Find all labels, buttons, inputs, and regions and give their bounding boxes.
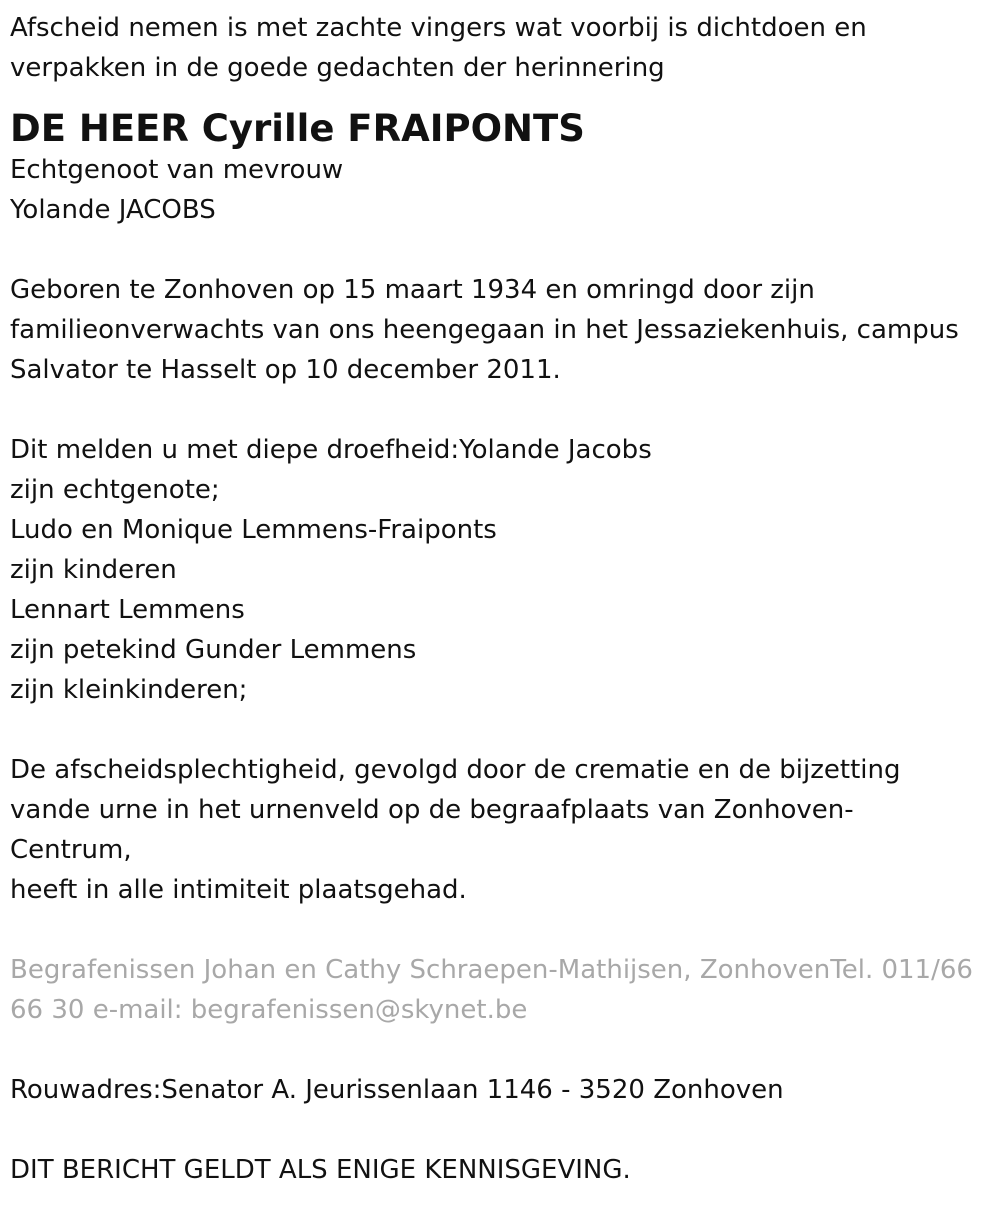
announcement-line: Geboren te Zonhoven op 15 maart 1934 en omringd door zijn xyxy=(10,275,815,305)
announcement-line: Salvator te Hasselt op 10 december 2011. xyxy=(10,355,561,385)
spacer xyxy=(10,1110,990,1150)
family-line: zijn petekind Gunder Lemmens xyxy=(10,635,417,665)
spacer xyxy=(10,230,990,270)
family-line: zijn kleinkinderen; xyxy=(10,675,248,705)
ceremony-line: De afscheidsplechtigheid, gevolgd door de crematie en de bijzetting xyxy=(10,755,901,785)
family-line: zijn echtgenote; xyxy=(10,475,220,505)
condolence-address-block xyxy=(10,1070,990,1110)
spacer xyxy=(10,390,990,430)
funeral-home xyxy=(10,950,990,1030)
funeral-home-line: Begrafenissen Johan en Cathy Schraepen-Mathijsen, ZonhovenTel. 011/66 xyxy=(10,955,973,985)
condolence-address: Rouwadres:Senator A. Jeurissenlaan 1146 - 3520 Zonhoven xyxy=(10,1075,784,1105)
family-line: zijn kinderen xyxy=(10,555,177,585)
spouse-name: Yolande JACOBS xyxy=(10,195,216,225)
family-line: Ludo en Monique Lemmens-Fraiponts xyxy=(10,515,497,545)
notice-block xyxy=(10,1150,990,1190)
family-list xyxy=(10,430,990,710)
motto-line: verpakken in de goede gedachten der herinnering xyxy=(10,53,665,83)
motto xyxy=(10,8,990,88)
spacer xyxy=(10,910,990,950)
spacer xyxy=(10,1030,990,1070)
deceased-name: DE HEER Cyrille FRAIPONTS xyxy=(10,107,585,150)
official-notice: DIT BERICHT GELDT ALS ENIGE KENNISGEVING. xyxy=(10,1155,631,1185)
family-line: Lennart Lemmens xyxy=(10,595,245,625)
ceremony-line: Centrum, xyxy=(10,835,132,865)
announcement-paragraph xyxy=(10,270,990,390)
spouse-info xyxy=(10,150,990,230)
ceremony-line: vande urne in het urnenveld op de begraafplaats van Zonhoven- xyxy=(10,795,854,825)
funeral-home-line: 66 30 e-mail: begrafenissen@skynet.be xyxy=(10,995,528,1025)
motto-line: Afscheid nemen is met zachte vingers wat voorbij is dichtdoen en xyxy=(10,13,867,43)
announcement-line: familieonverwachts van ons heengegaan in het Jessaziekenhuis, campus xyxy=(10,315,959,345)
family-line: Dit melden u met diepe droefheid:Yolande Jacobs xyxy=(10,435,652,465)
spouse-label: Echtgenoot van mevrouw xyxy=(10,155,344,185)
ceremony-line: heeft in alle intimiteit plaatsgehad. xyxy=(10,875,467,905)
ceremony-paragraph xyxy=(10,750,990,910)
spacer xyxy=(10,710,990,750)
